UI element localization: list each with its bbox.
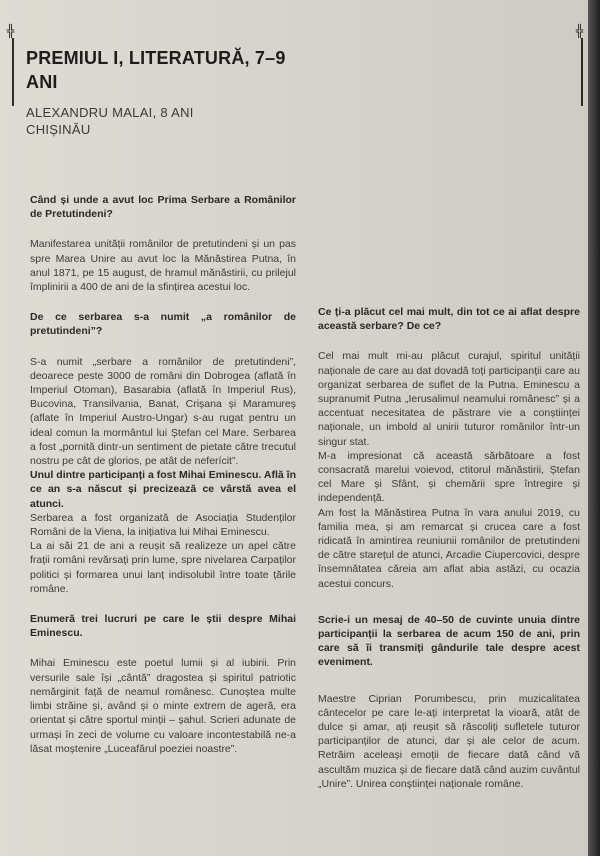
answer-5a: Cel mai mult mi-au plăcut curajul, spiritul unității naționale de care au dat dovadă toți participanții care au organizat serbarea de suflet de la Putna. Eminescu a supranumit Putna „Ierusalimul neamului românesc” și a accentuat necesitatea de păstrare vie a conștiinței naționale, un imbold al unirii tuturor românilor într-un singur stat. — [318, 350, 580, 448]
vertical-rule-right — [581, 38, 583, 106]
right-column — [318, 305, 580, 791]
answer-2: S-a numit „serbare a românilor de pretutindeni”, deoarece peste 3000 de români din Dobrogea (aflată în Imperiul Otoman), Basarabia (aflată în Imperiul Rus), Bucovina, Transilvania, Banat, Crișana și Maramureș (aflate în Imperiul Austro-Ungar) s-au rugat pentru un ideal comun la mormântul lui Ștefan cel Mare. Serbarea a fost „pornită dintr-un sentiment de pietate către trecutul nostru pe cât de glorios, pe atât de neferícit”. — [30, 355, 296, 468]
question-3: Unul dintre participanți a fost Mihai Eminescu. Află în ce an s-a născut și precizează ce vârstă avea el atunci. — [30, 469, 296, 510]
question-2: De ce serbarea s-a numit „a românilor de pretutindeni”? — [30, 311, 296, 338]
author-block — [26, 104, 286, 138]
cross-ornament-left: ╬ — [7, 24, 15, 38]
answer-5c: Am fost la Mănăstirea Putna în vara anului 2019, cu familia mea, și am remarcat și crucea care a fost ridicată în amintirea reuniunii românilor de pretutindeni de către starețul de atunci, Arcadie Ciupercovici, despre însemnătatea căreia am aflat abia astăzi, cu ocazia acestui concurs. — [318, 506, 580, 590]
question-1: Când și unde a avut loc Prima Serbare a Românilor de Pretutindeni? — [30, 194, 296, 221]
book-spine — [588, 0, 600, 856]
question-6: Scrie-i un mesaj de 40–50 de cuvinte unuia dintre participanții la serbarea de acum 150 de ani, prin care să îi transmiți gândurile tale despre acest eveniment. — [318, 613, 580, 669]
page-title: PREMIUL I, LITERATURĂ, 7–9 ANI — [26, 48, 286, 92]
question-5: Ce ți-a plăcut cel mai mult, din tot ce ai aflat despre această serbare? De ce? — [318, 306, 580, 333]
answer-6: Maestre Ciprian Porumbescu, prin muzicalitatea cântecelor pe care le-ați interpretat la vioară, atât de dulce și amar, ați reușit să răscoliți sufletele tuturor participanților de atunci, dar și ale celor de acum. Retrăim aceleași emoții de fiecare dată când vă ascultăm muzica și de fiecare dată când auzim cuvântul „Unire”. Unirea conștiinței naționale române. — [318, 692, 580, 790]
answer-1: Manifestarea unității românilor de pretutindeni și un pas spre Marea Unire au avut loc la Mănăstirea Putna, în anul 1871, pe 15 august, de hramul mănăstirii, cu prilejul împlinirii a 400 de ani de la sfințirea acestui loc. — [30, 238, 296, 294]
answer-3b: La ai săi 21 de ani a reușit să realizeze un apel către frații români revărsați prin lume, spre nivelarea Carpaților politici și formarea unui lanț indisolubil între toate țările române. — [30, 540, 296, 595]
cross-ornament-right: ╬ — [576, 24, 584, 38]
left-column — [30, 193, 296, 756]
author-name: ALEXANDRU MALAI, 8 ANI — [26, 105, 194, 120]
answer-5b: M-a impresionat că această sărbătoare a fost consacrată marelui voievod, ctitorul mănăstirii, Ștefan cel Mare și Sfânt, și chemării spre întregire și independență. — [318, 449, 580, 505]
question-4: Enumeră trei lucruri pe care le știi despre Mihai Eminescu. — [30, 613, 296, 640]
author-city: CHIȘINĂU — [26, 122, 91, 137]
vertical-rule-left — [12, 38, 14, 106]
answer-3a: Serbarea a fost organizată de Asociația Studenților Români de la Viena, la inițiativa lui Mihai Eminescu. — [30, 511, 296, 539]
answer-4: Mihai Eminescu este poetul lumii și al iubirii. Prin versurile sale își „cântă” dragostea și spiritul patriotic nemărginit față de neamul românesc. Cunoștea multe limbi străine și, având și o minte extrem de ageră, era orientat și către sportul minții – șahul. Scrieri adunate de urmași în zeci de volume cu valoare incontestabilă ne-a lăsat moștenire „Luceafărul poeziei noastre”. — [30, 657, 296, 755]
